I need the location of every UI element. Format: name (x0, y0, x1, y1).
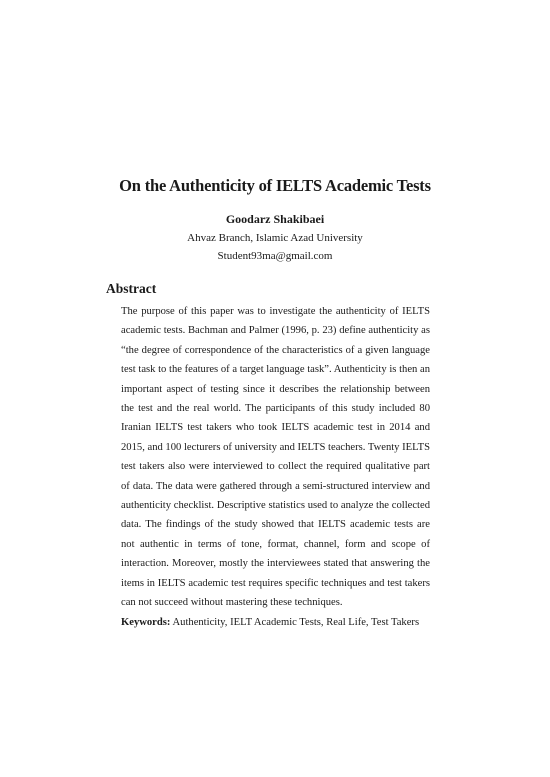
abstract-section (121, 302, 430, 632)
abstract-text: The purpose of this paper was to investigate the authenticity of IELTS academic tests. Bachman and Palmer (1996, p. 23) define authenticity as “the degree of correspondence of the characteristics of a given language test task to the features of a target language task”. Authenticity is then an important aspect of testing since it describes the relationship between the test and the real world. The participants of this study included 80 Iranian IELTS test takers who took IELTS academic test in 2014 and 2015, and 100 lecturers of university and IELTS teachers. Twenty IELTS test takers also were interviewed to collect the required qualitative part of data. The data were gathered through a semi-structured interview and authenticity checklist. Descriptive statistics used to analyze the collected data. The findings of the study showed that IELTS academic tests are not authentic in terms of tone, format, channel, form and scope of interaction. Moreover, mostly the interviewees stated that answering the items in IELTS academic test requires specific techniques and test takers can not succeed without mastering these techniques. (121, 306, 430, 609)
keywords-list: Authenticity, IELT Academic Tests, Real Life, Test Takers (170, 616, 420, 628)
keywords-label: Keywords: (121, 616, 171, 628)
paper-title: On the Authenticity of IELTS Academic Tests (119, 176, 431, 195)
author-name: Goodarz Shakibaei (225, 212, 325, 226)
keywords-line (121, 613, 430, 632)
abstract-heading: Abstract (106, 281, 157, 296)
author-affiliation: Ahvaz Branch, Islamic Azad University (187, 232, 363, 244)
author-email: Student93ma@gmail.com (217, 250, 333, 262)
